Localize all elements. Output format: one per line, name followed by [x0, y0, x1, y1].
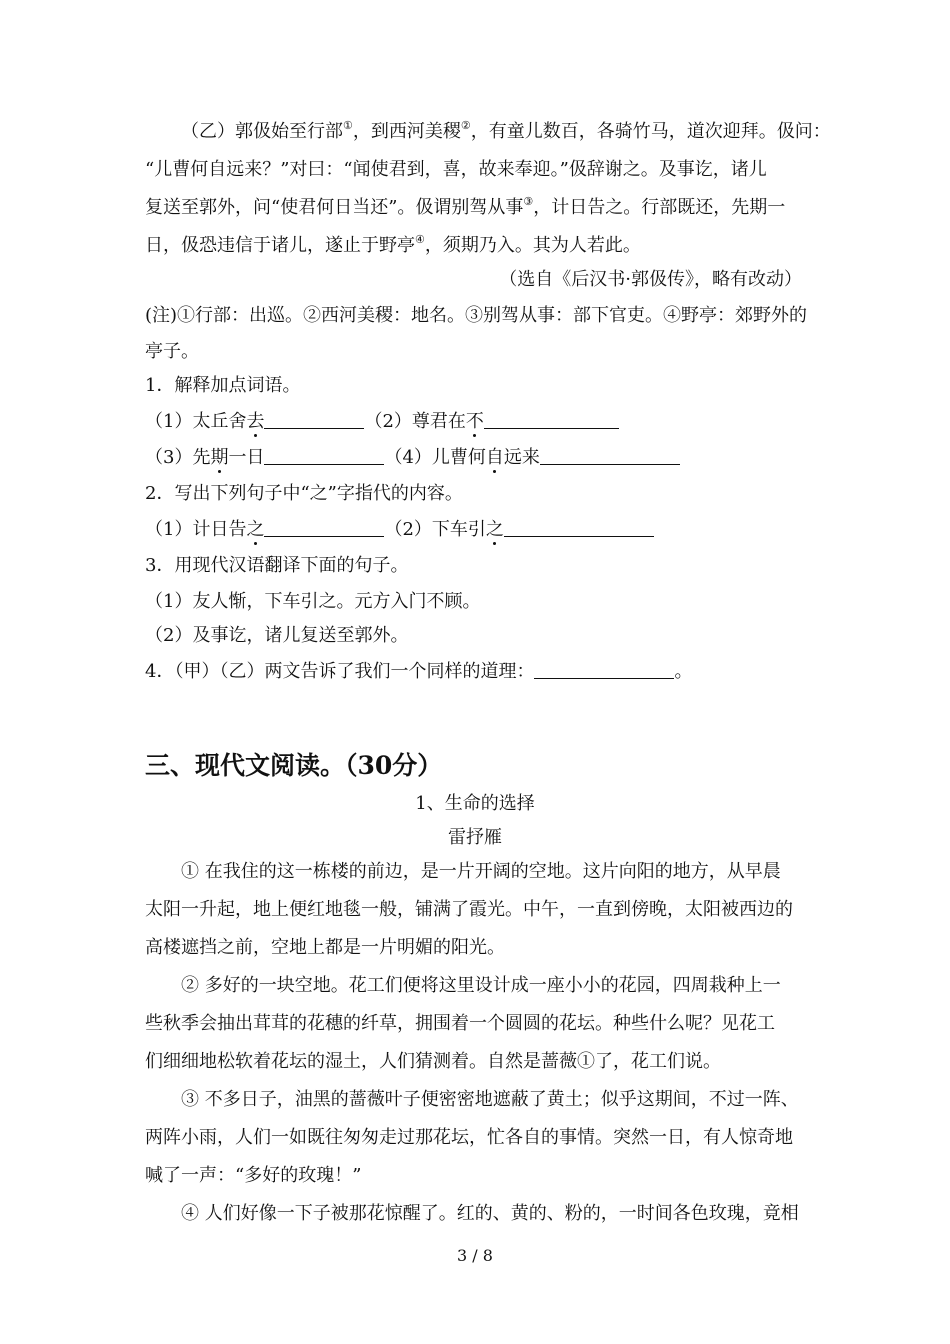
passage-b-notes: (注)①行部：出巡。②西河美稷：地名。③别驾从事：部下官吏。④野亭：郊野外的	[145, 305, 808, 326]
answer-blank[interactable]	[264, 518, 384, 537]
passage-b-notes-cont: 亭子。	[145, 341, 199, 362]
paragraph-1-line-2: 太阳一升起，地上便红地毯一般，铺满了霞光。中午，一直到傍晚，太阳被西边的	[145, 899, 793, 920]
question-2-row: （1）计日告之 （2）下车引之	[145, 518, 654, 542]
page-number: 3 / 8	[457, 1246, 493, 1265]
paragraph-3-line-2: 两阵小雨，人们一如既往匆匆走过那花坛，忙各自的事情。突然一日，有人惊奇地	[145, 1127, 793, 1148]
paragraph-2-line-3: 们细细地松软着花坛的湿土，人们猜测着。自然是蔷薇①了，花工们说。	[145, 1051, 721, 1072]
paragraph-2-line-1: ② 多好的一块空地。花工们便将这里设计成一座小小的花园，四周栽种上一	[181, 975, 781, 996]
question-2-title: 2．写出下列句子中“之”字指代的内容。	[145, 483, 463, 504]
question-1-title: 1．解释加点词语。	[145, 375, 301, 396]
paragraph-3-line-3: 喊了一声：“多好的玫瑰！”	[145, 1165, 362, 1186]
passage-b-source: （选自《后汉书·郭伋传》，略有改动）	[499, 269, 802, 290]
answer-blank[interactable]	[484, 410, 619, 429]
section-heading: 三、现代文阅读。（30分）	[145, 751, 443, 780]
passage-b-line-3: 复送至郭外，问“使君何日当还”。伋谓别驾从事③，计日告之。行部既还，先期一	[145, 195, 786, 218]
paragraph-2-line-2: 些秋季会抽出茸茸的花穗的纤草，拥围着一个圆圆的花坛。种些什么呢？见花工	[145, 1013, 775, 1034]
question-3-item-1: （1）友人惭，下车引之。元方入门不顾。	[145, 591, 481, 612]
question-1-row-1: （1）太丘舍去 （2）尊君在不	[145, 410, 619, 434]
answer-blank[interactable]	[540, 446, 680, 465]
paragraph-3-line-1: ③ 不多日子，油黑的蔷薇叶子便密密地遮蔽了黄土；似乎这期间，不过一阵、	[181, 1089, 799, 1110]
paragraph-1-line-1: ① 在我住的这一栋楼的前边，是一片开阔的空地。这片向阳的地方，从早晨	[181, 861, 781, 882]
paragraph-1-line-3: 高楼遮挡之前，空地上都是一片明媚的阳光。	[145, 937, 505, 958]
article-author: 雷抒雁	[448, 827, 502, 848]
article-title: 1、生命的选择	[415, 793, 535, 814]
question-1-row-2: （3）先期一日 （4）儿曹何自远来	[145, 446, 680, 470]
passage-b-line-2: “儿曹何自远来？”对曰：“闻使君到，喜，故来奉迎。”伋辞谢之。及事讫，诸儿	[145, 159, 767, 180]
answer-blank[interactable]	[264, 410, 364, 429]
paragraph-4-line-1: ④ 人们好像一下子被那花惊醒了。红的、黄的、粉的，一时间各色玫瑰，竟相	[181, 1203, 799, 1224]
question-3-item-2: （2）及事讫，诸儿复送至郭外。	[145, 625, 409, 646]
question-4: 4．（甲）（乙）两文告诉了我们一个同样的道理： 。	[145, 661, 693, 682]
passage-b-line-4: 日，伋恐违信于诸儿，遂止于野亭④，须期乃入。其为人若此。	[145, 233, 641, 256]
answer-blank[interactable]	[264, 446, 384, 465]
passage-b-line-1: （乙）郭伋始至行部①，到西河美稷②，有童儿数百，各骑竹马，道次迎拜。伋问：	[181, 119, 831, 142]
question-3-title: 3．用现代汉语翻译下面的句子。	[145, 555, 409, 576]
answer-blank[interactable]	[534, 660, 674, 679]
answer-blank[interactable]	[504, 518, 654, 537]
